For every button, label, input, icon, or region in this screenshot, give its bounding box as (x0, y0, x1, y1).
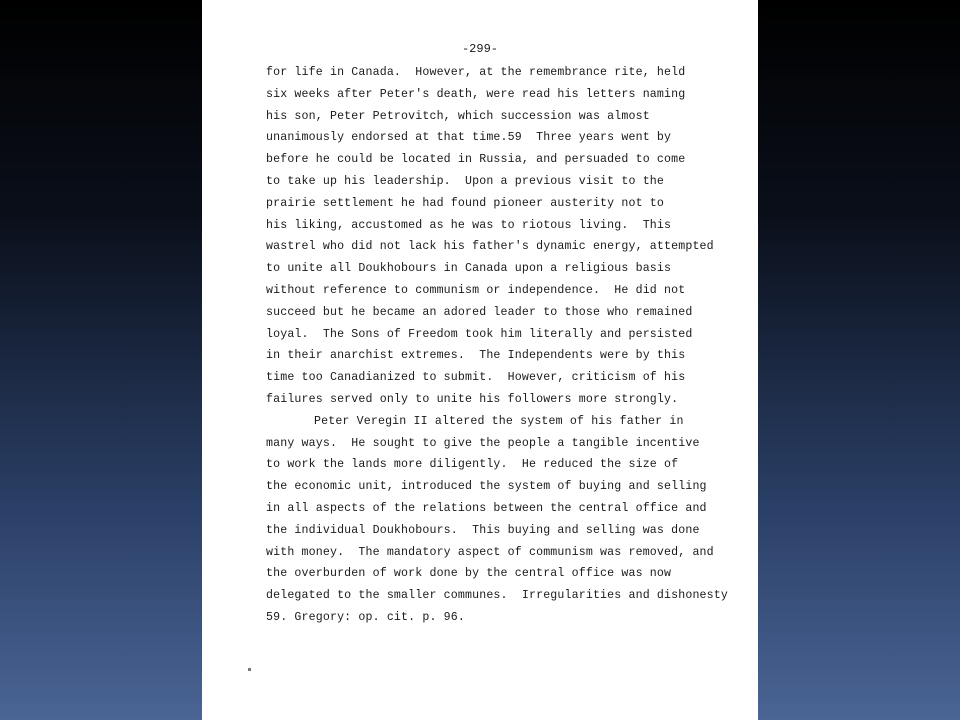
footnote: 59. Gregory: op. cit. p. 96. (266, 610, 466, 624)
body-text (266, 62, 736, 629)
text-line: delegated to the smaller communes. Irregularities and dishonesty (266, 589, 728, 603)
text-line: without reference to communism or independence. He did not (266, 283, 686, 297)
text-line: unanimously endorsed at that time.59 Three years went by (266, 131, 672, 145)
text-line: many ways. He sought to give the people a tangible incentive (266, 436, 700, 450)
text-line: to take up his leadership. Upon a previous visit to the (266, 174, 665, 188)
text-line: succeed but he became an adored leader to those who remained (266, 305, 693, 319)
text-line: in their anarchist extremes. The Independents were by this (266, 349, 686, 363)
document-page (202, 0, 758, 720)
text-line: loyal. The Sons of Freedom took him literally and persisted (266, 327, 693, 341)
text-line: wastrel who did not lack his father's dynamic energy, attempted (266, 240, 714, 254)
text-line: the individual Doukhobours. This buying and selling was done (266, 523, 700, 537)
text-line: before he could be located in Russia, and persuaded to come (266, 153, 686, 167)
text-line: his son, Peter Petrovitch, which succession was almost (266, 109, 650, 123)
text-line: his liking, accustomed as he was to riotous living. This (266, 218, 672, 232)
text-line: Peter Veregin II altered the system of his father in (314, 414, 684, 428)
text-line: to work the lands more diligently. He reduced the size of (266, 458, 679, 472)
text-line: to unite all Doukhobours in Canada upon a religious basis (266, 262, 672, 276)
text-line: time too Canadianized to submit. However, criticism of his (266, 371, 686, 385)
text-line: six weeks after Peter's death, were read his letters naming (266, 87, 686, 101)
text-line: for life in Canada. However, at the remembrance rite, held (266, 66, 686, 79)
text-line: the economic unit, introduced the system of buying and selling (266, 480, 707, 494)
text-line: the overburden of work done by the central office was now (266, 567, 672, 581)
text-line: with money. The mandatory aspect of communism was removed, and (266, 545, 714, 559)
scan-speck (248, 668, 251, 671)
text-line: prairie settlement he had found pioneer austerity not to (266, 196, 665, 210)
page-number: -299- (461, 42, 498, 56)
text-line: in all aspects of the relations between the central office and (266, 501, 707, 515)
text-line: failures served only to unite his followers more strongly. (266, 392, 679, 406)
